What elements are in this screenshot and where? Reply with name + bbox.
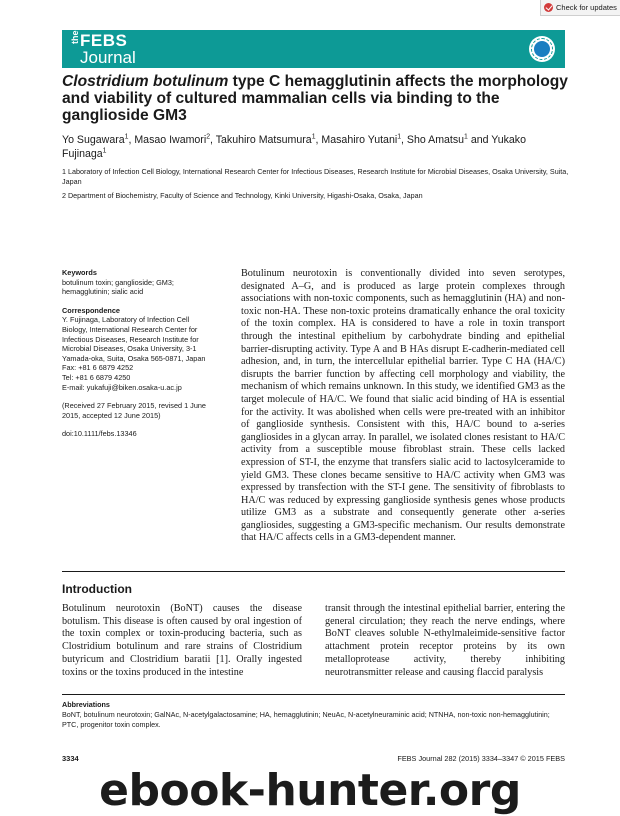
author-affiliation-mark: 1 — [124, 133, 129, 141]
correspondence-email[interactable]: E-mail: yukafuji@biken.osaka-u.ac.jp — [62, 382, 182, 392]
abbreviations-heading: Abbreviations — [62, 700, 110, 709]
page-number: 3334 — [62, 754, 79, 763]
introduction-heading: Introduction — [62, 582, 132, 596]
author-name: Masao Iwamori — [134, 134, 207, 146]
abstract: Botulinum neurotoxin is conventionally divided into seven serotypes, designated A–G, and is produced as large protein complexes through associations with non-toxic components, such as hemagglutinin (HA) and non-toxic non-HA. These non-toxic proteins dramatically enhance the oral toxicity of the toxin complex. HA is considered to have a role in toxin transport through the intestinal epithelium by carbohydrate binding and epithelial barrier-disrupting activity. Type A and B HAs disrupt E-cadherin-mediated cell adhesion, and, in turn, the intercellular epithelial barrier. Type C HA (HA/C) disrupts the barrier function by affecting cell morphology and viability, the mechanism of which remains unknown. In this study, we identified GM3 as the target molecule of HA/C. We found that sialic acid binding of HA is essential for the activity. It was abolished when cells were pre-treated with an inhibitor of ganglioside synthesis. Consistent with this, HA/C bound to a-series gangliosides in a glycan array. In parallel, we isolated clones resistant to HA/C activity from a susceptible mouse fibroblast strain. These cells lacked expression of ST-I, the enzyme that transfers sialic acid to lactosylceramide to yield GM3. These clones became sensitive to HA/C activity when GM3 was expressed by transfection with the ST-I gene. The sensitivity of fibroblasts to HA/C was reduced by expressing ganglioside synthesis genes whose products utilize GM3 as a substrate and consequently generate other a-series gangliosides, suggesting a GM3-specific mechanism. Our results demonstrate that HA/C affects cells in a GM3-dependent manner. — [241, 268, 565, 544]
introduction-col-1: Botulinum neurotoxin (BoNT) causes the disease botulism. This disease is often caused by oral ingestion of the toxin complex or toxin-producing bacteria, such as Clostridium botulinum and rare strains of Clostridium butyricum and Clostridium baratii [1]. Orally ingested toxins or the toxins produced in the intestine — [62, 603, 302, 678]
author-name: Takuhiro Matsumura — [215, 134, 312, 146]
affiliation-2: 2 Department of Biochemistry, Faculty of Science and Technology, Kinki University, Higashi-Osaka, Osaka, Japan — [62, 191, 423, 200]
journal-name-bottom: Journal — [80, 48, 136, 67]
correspondence — [62, 315, 222, 392]
abbreviations — [62, 700, 565, 730]
doi-link[interactable]: doi:10.1111/febs.13346 — [62, 429, 137, 439]
correspondence-heading: Correspondence — [62, 305, 120, 315]
journal-the: the — [70, 30, 80, 44]
affiliations — [62, 167, 572, 205]
febs-logo-icon — [529, 36, 555, 62]
check-for-updates-label: Check for updates — [556, 3, 617, 12]
author-name: Yo Sugawara — [62, 134, 125, 146]
abbreviations-divider — [62, 694, 565, 695]
correspondence-tel: Tel: +81 6 6879 4250 — [62, 372, 131, 382]
introduction-col-2: transit through the intestinal epithelial barrier, entering the general circulation; they reach the nerve endings, where BoNT cleaves soluble N-ethylmaleimide-sensitive factor attachment protein receptor proteins by its own metalloprotease activity, thereby inhibiting neurotransmitter release and causing flaccid paralysis — [325, 603, 565, 678]
received-dates: (Received 27 February 2015, revised 1 June — [62, 401, 206, 411]
check-icon — [544, 3, 553, 12]
author-name: Sho Amatsu — [406, 134, 465, 146]
title-organism: Clostridium botulinum — [62, 73, 229, 90]
journal-banner — [62, 30, 565, 68]
affiliation-1: 1 Laboratory of Infection Cell Biology, International Research Center for Infectious Diseases, Research Institute for Microbial Diseases, Osaka University, Suita, Japan — [62, 167, 569, 186]
article-title — [62, 73, 572, 124]
correspondence-line: Yamada-oka, Suita, Osaka 565-0871, Japan — [62, 353, 206, 363]
correspondence-fax: Fax: +81 6 6879 4252 — [62, 363, 134, 373]
abbreviations-text: BoNT, botulinum neurotoxin; GalNAc, N-acetylgalactosamine; HA, hemagglutinin; NeuAc, N-acetylneuraminic acid; NTNHA, non-toxic non-hemagglutinin; PTC, progenitor toxin complex. — [62, 710, 550, 729]
article-sidebar — [62, 268, 222, 439]
correspondence-line: Y. Fujinaga, Laboratory of Infection Cell — [62, 315, 190, 325]
correspondence-line: Biology, International Research Center for — [62, 324, 198, 334]
author-affiliation-mark: 1 — [102, 147, 107, 155]
check-for-updates-badge[interactable] — [540, 0, 620, 16]
correspondence-line: Infectious Diseases, Research Institute for — [62, 334, 199, 344]
watermark-text: ebook-hunter.org — [99, 765, 521, 816]
author-list: Yo Sugawara$^1$, Masao Iwamori$^2$, Takuhiro Matsumura$^1$, Masahiro Yutani$^1$, Sho Amatsu$^1$ and Yukako Fujinaga$^1$ — [62, 133, 527, 160]
journal-name-top: FEBS — [80, 31, 128, 50]
author-affiliation-mark: 2 — [206, 133, 211, 141]
received-dates-cont: 2015, accepted 12 June 2015) — [62, 410, 161, 420]
author-affiliation-mark: 1 — [397, 133, 402, 141]
keywords: botulinum toxin; ganglioside; GM3; hemagglutinin; sialic acid — [62, 277, 174, 297]
author-name: Masahiro Yutani — [321, 134, 398, 146]
author-affiliation-mark: 1 — [464, 133, 468, 141]
section-divider — [62, 571, 565, 572]
author-affiliation-mark: 1 — [311, 133, 316, 141]
title-rest: type C hemagglutinin affects the morphology and viability of cultured mammalian cells via binding to the ganglioside GM3 — [62, 73, 568, 124]
author-name: Yukako Fujinaga — [62, 134, 527, 160]
correspondence-line: Microbial Diseases, Osaka University, 3-1 — [62, 344, 197, 354]
citation: FEBS Journal 282 (2015) 3334–3347 © 2015 FEBS — [397, 754, 565, 763]
keywords-heading: Keywords — [62, 268, 97, 277]
